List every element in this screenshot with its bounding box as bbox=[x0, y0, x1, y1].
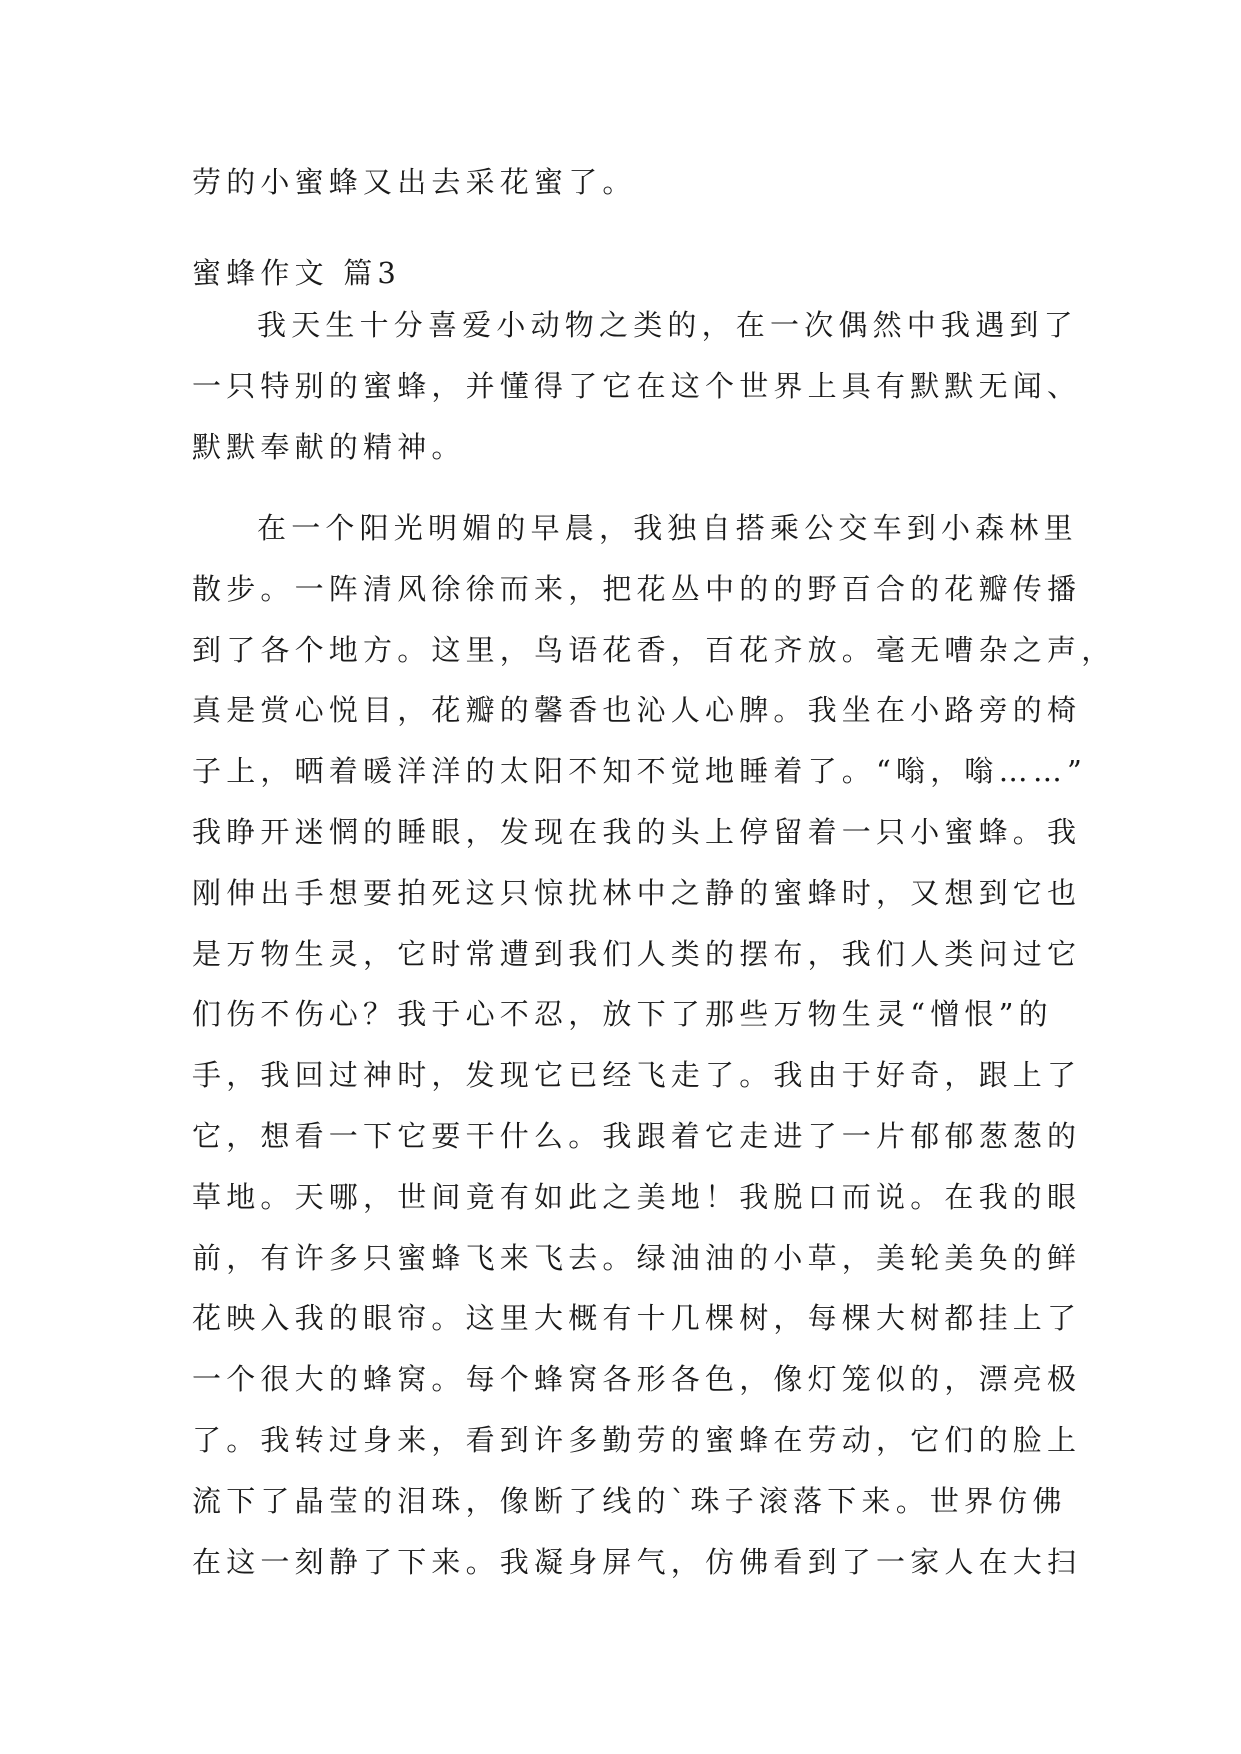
paragraph-line: 前，有许多只蜜蜂飞来飞去。绿油油的小草，美轮美奂的鲜 bbox=[192, 1241, 1082, 1275]
paragraph-line: 它，想看一下它要干什么。我跟着它走进了一片郁郁葱葱的 bbox=[192, 1119, 1082, 1153]
paragraph-line: 草地。天哪，世间竟有如此之美地！我脱口而说。在我的眼 bbox=[192, 1180, 1082, 1214]
paragraph-line: 了。我转过身来，看到许多勤劳的蜜蜂在劳动，它们的脸上 bbox=[192, 1423, 1082, 1457]
paragraph-line: 散步。一阵清风徐徐而来，把花丛中的的野百合的花瓣传播 bbox=[192, 572, 1082, 606]
paragraph-line: 花映入我的眼帘。这里大概有十几棵树，每棵大树都挂上了 bbox=[192, 1301, 1082, 1335]
paragraph-line: 是万物生灵，它时常遭到我们人类的摆布，我们人类问过它 bbox=[192, 937, 1082, 971]
paragraph-line: 一个很大的蜂窝。每个蜂窝各形各色，像灯笼似的，漂亮极 bbox=[192, 1362, 1082, 1396]
paragraph-line: 默默奉献的精神。 bbox=[192, 430, 466, 464]
paragraph-line: 流下了晶莹的泪珠，像断了线的`珠子滚落下来。世界仿佛 bbox=[192, 1484, 1067, 1518]
paragraph-line: 我睁开迷惘的睡眼，发现在我的头上停留着一只小蜜蜂。我 bbox=[192, 815, 1082, 849]
paragraph-line: 我天生十分喜爱小动物之类的，在一次偶然中我遇到了 bbox=[257, 308, 1078, 342]
paragraph-line: 子上，晒着暖洋洋的太阳不知不觉地睡着了。“嗡，嗡……” bbox=[192, 754, 1088, 788]
paragraph-line: 在一个阳光明媚的早晨，我独自搭乘公交车到小森林里 bbox=[257, 511, 1078, 545]
continuation-text: 劳的小蜜蜂又出去采花蜜了。 bbox=[192, 165, 637, 199]
paragraph-line: 到了各个地方。这里，鸟语花香，百花齐放。毫无嘈杂之声， bbox=[192, 633, 1116, 667]
paragraph-line: 刚伸出手想要拍死这只惊扰林中之静的蜜蜂时，又想到它也 bbox=[192, 876, 1082, 910]
paragraph-line: 们伤不伤心？我于心不忍，放下了那些万物生灵“憎恨”的 bbox=[192, 997, 1053, 1031]
paragraph-line: 一只特别的蜜蜂，并懂得了它在这个世界上具有默默无闻、 bbox=[192, 369, 1082, 403]
paragraph-line: 手，我回过神时，发现它已经飞走了。我由于好奇，跟上了 bbox=[192, 1058, 1082, 1092]
paragraph-line: 真是赏心悦目，花瓣的馨香也沁人心脾。我坐在小路旁的椅 bbox=[192, 693, 1082, 727]
section-heading: 蜜蜂作文 篇3 bbox=[192, 256, 402, 290]
paragraph-line: 在这一刻静了下来。我凝身屏气，仿佛看到了一家人在大扫 bbox=[192, 1545, 1082, 1579]
